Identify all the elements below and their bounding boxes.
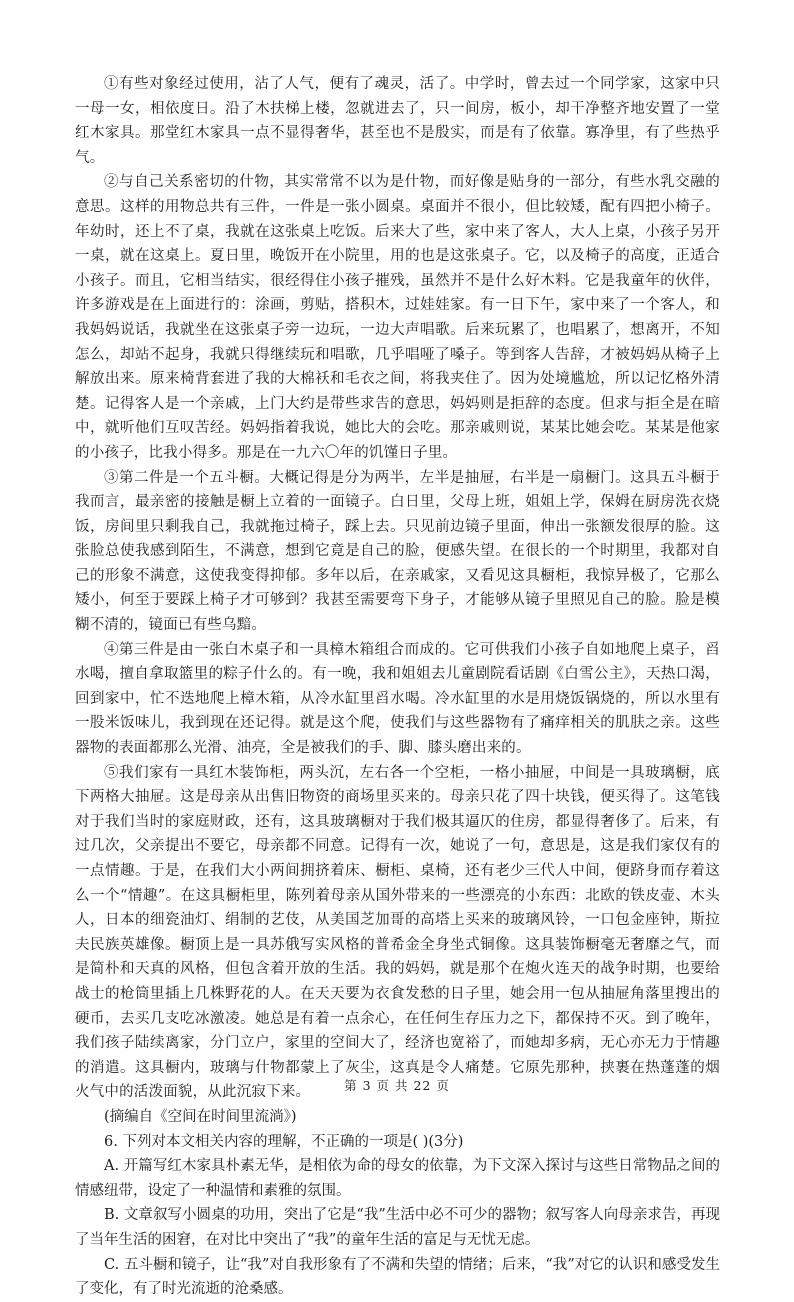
passage-paragraph-1: ①有些对象经过使用，沾了人气，便有了魂灵，活了。中学时，曾去过一个同学家，这家中只一母一女，相依度日。沿了木扶梯上楼，忽就进去了，只一间房，板小，却干净整齐地安置了一堂红木家具。那堂红木家具一点不显得奢华，甚至也不是殷实，而是有了依靠。寡净里，有了些热乎气。 [75, 76, 720, 166]
question-option-c: C. 五斗橱和镜子，让“我”对自我形象有了不满和失望的情绪；后来，“我”对它的认识和感受发生了变化，有了时光流逝的沧桑感。 [75, 1256, 720, 1298]
passage-paragraph-2: ②与自己关系密切的什物，其实常常不以为是什物，而好像是贴身的一部分，有些水乳交融的意思。这样的用物总共有三件，一件是一张小圆桌。桌面并不很小，但比较矮，配有四把小椅子。年幼时，还上不了桌，我就在这张桌上吃饭。后来大了些，家中来了客人，大人上桌，小孩子另开一桌，就在这桌上。夏日里，晚饭开在小院里，用的也是这张桌子。它，以及椅子的高度，正适合小孩子。而且，它相当结实，很经得住小孩子摧残，虽然并不是什么好木料。它是我童年的伙伴，许多游戏是在上面进行的：涂画，剪贴，搭积木，过娃娃家。有一日下午，家中来了一个客人，和我妈妈说话，我就坐在这张桌子旁一边玩，一边大声唱歌。后来玩累了，也唱累了，想离开，不知怎么，却站不起身，我就只得继续玩和唱歌，几乎唱哑了嗓子。等到客人告辞，才被妈妈从椅子上解放出来。原来椅背套进了我的大棉袄和毛衣之间，将我夹住了。因为处境尴尬，所以记忆格外清楚。记得客人是一个亲戚，上门大约是带些求告的意思，妈妈则是拒辞的态度。但求与拒全是在暗中，就听他们互叹苦经。妈妈指着我说，她比大的会吃。那亲戚则说，某某比她会吃。某某是他家的小孩子，比我小得多。那是在一九六〇年的饥馑日子里。 [75, 174, 720, 461]
question-option-b: B. 文章叙写小圆桌的功用，突出了它是“我”生活中必不可少的器物；叙写客人向母亲求告，再现了当年生活的困窘，在对比中突出了“我”的童年生活的富足与无忧无虑。 [75, 1207, 720, 1248]
page-content [75, 72, 720, 1302]
passage-paragraph-3: ③第二件是一个五斗橱。大概记得是分为两半，左半是抽屉，右半是一扇橱门。这具五斗橱于我而言，最亲密的接触是橱上立着的一面镜子。白日里，父母上班，姐姐上学，保姆在厨房洗衣烧饭，房间里只剩我自己，我就拖过椅子，踩上去。只见前边镜子里面，伸出一张额发很厚的脸。这张脸总使我感到陌生，不满意，想到它竟是自己的脸，便感失望。在很长的一个时期里，我都对自己的形象不满意，这使我变得抑郁。多年以后，在亲戚家，又看见这具橱柜，我惊异极了，它那么矮小，何至于要踩上椅子才可够到？我甚至需要弯下身子，才能够从镜子里照见自己的脸。脸是模糊不清的，镜面已有些乌黯。 [75, 469, 720, 634]
question-option-a: A. 开篇写红木家具朴素无华，是相依为命的母女的依靠，为下文深入探讨与这些日常物品之间的情感纽带，设定了一种温情和素雅的氛围。 [75, 1158, 720, 1199]
passage-paragraph-4: ④第三件是由一张白木桌子和一具樟木箱组合而成的。它可供我们小孩子自如地爬上桌子，舀水喝，擅自拿取篮里的粽子什么的。有一晚，我和姐姐去儿童剧院看话剧《白雪公主》，天热口渴，回到家中，忙不迭地爬上樟木箱，从冷水缸里舀水喝。冷水缸里的水是用烧饭锅烧的，所以水里有一股米饭味儿，我到现在还记得。就是这个爬，使我们与这些器物有了痛痒相关的肌肤之亲。这些器物的表面都那么光滑、油亮，全是被我们的手、脚、膝头磨出来的。 [75, 641, 720, 757]
passage-paragraph-5: ⑤我们家有一具红木装饰柜，两头沉，左右各一个空柜，一格小抽屉，中间是一具玻璃橱，底下两格大抽屉。这是母亲从出售旧物资的商场里买来的。母亲只花了四十块钱，便买得了。这笔钱对于我们当时的家庭财政，还有，这具玻璃橱对于我们极其逼仄的住房，都显得奢侈了。后来，有过几次，父亲提出不要它，母亲都不同意。记得有一次，她说了一句，意思是，这是我们家仅有的一点情趣。于是，在我们大小两间拥挤着床、橱柜、桌椅，还有老少三代人中间，便跻身而存着这么一个“情趣”。在这具橱柜里，陈列着母亲从国外带来的一些漂亮的小东西：北欧的铁皮壶、木头人，日本的细瓷油灯、绢制的艺伎，从美国芝加哥的高塔上买来的玻璃风铃，一口包金座钟，斯拉夫民族英雄像。橱顶上是一具苏俄写实风格的普希金全身坐式铜像。这具装饰橱毫无奢靡之气，而是简朴和天真的风格，但包含着开放的生活。我的妈妈，就是那个在炮火连天的战争时期，也要给战士的枪筒里插上几株野花的人。在天天要为衣食发愁的日子里，她会用一包从抽屉角落里搜出的硬币，去买几支吃冰激凌。她总是有着一点余心，在任何生存压力之下，都保持不灭。到了晚年，我们孩子陆续离家，分门立户，家里的空间大了，经济也宽裕了，而她却多病，无心亦无力于情趣的消遣。这具橱内，玻璃与什物都蒙上了灰尘，这真是令人痛楚。它原先那种，挟裹在热蓬蓬的烟火气中的活泼面貌，从此沉寂下来。 [75, 764, 720, 1101]
question-stem: 6. 下列对本文相关内容的理解，不正确的一项是( )(3分) [104, 1133, 464, 1150]
passage-source: (摘编自《空间在时间里流淌》) [104, 1108, 297, 1125]
page-number-footer: 第 3 页 共 22 页 [344, 1078, 450, 1093]
